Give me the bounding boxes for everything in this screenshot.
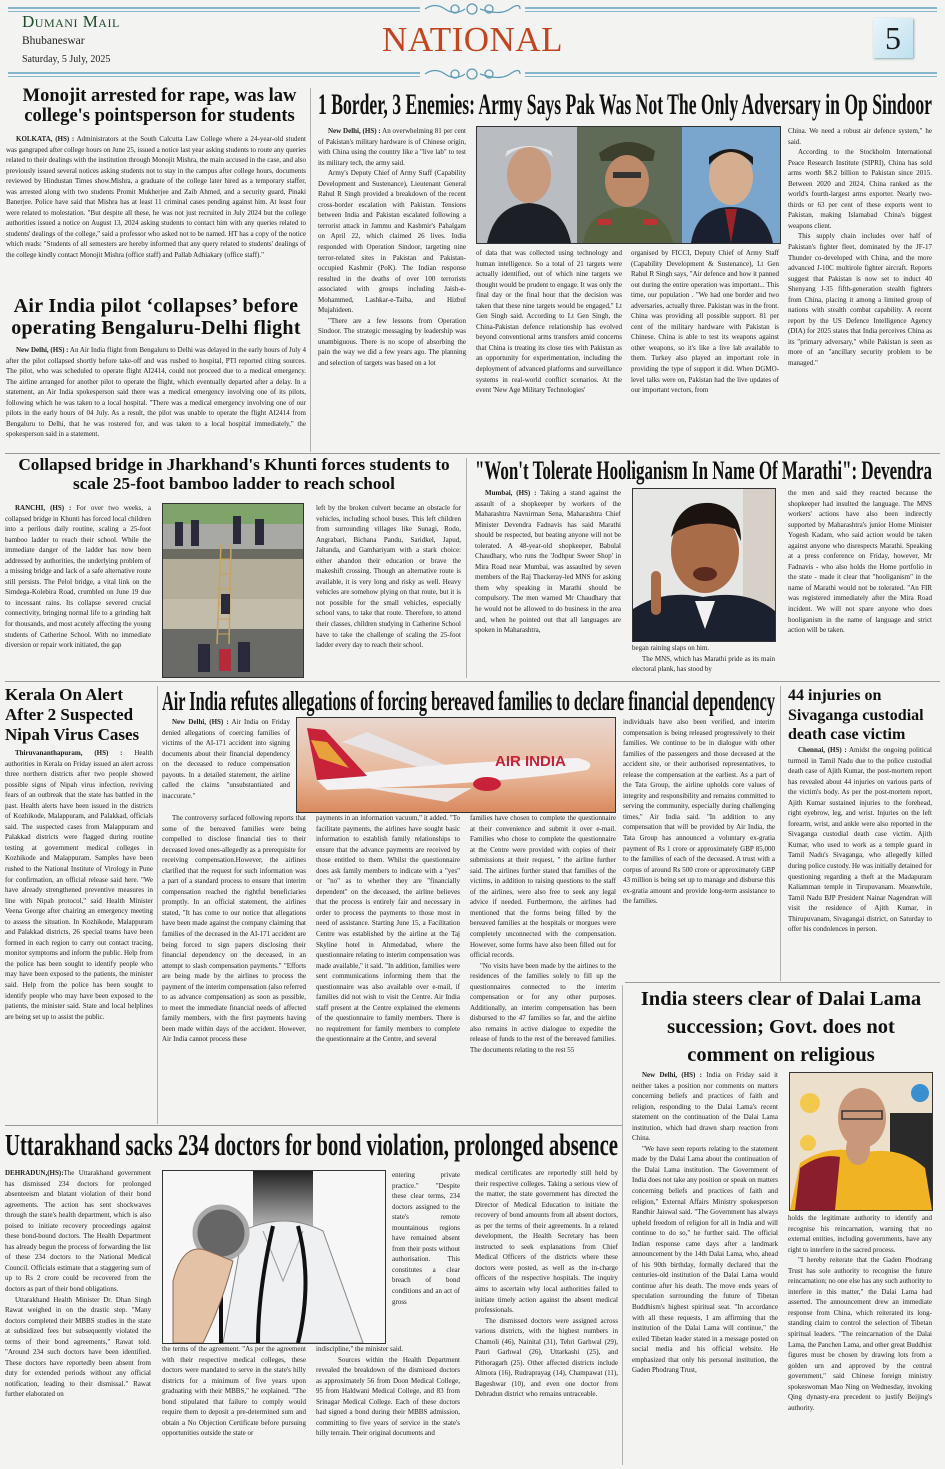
article-column-3 [316, 1344, 460, 1466]
article-column-4 [788, 126, 932, 450]
article-column-2 [316, 503, 461, 678]
headline[interactable]: "Won't Tolerate Hooliganism In Name Of Marathi": Devendra [475, 456, 932, 485]
paragraph: China. We need a robust air defence system," he said. [788, 127, 932, 146]
ornament-icon [420, 2, 525, 16]
article-column-1: New Delhi, (HS) : India on Friday said it neither takes a position nor comments on matters concerning beliefs and practices of faith and religion, responding to the Dalai Lama's recent statement on the continuation of the Dalai Lama institution, which had drawn sharp reaction from China. "We have seen reports relating to the statement made by the Dalai Lama about the continuation of the Dalai Lama institution. The Government of India does not take any position or speak on matters concerning beliefs and practices of faith and religion," External Affairs Ministry spokesperson Randhir Jaiswal said. "The Government has always upheld freedom of religion for all in India and will continue to do so," he further said. The official Indian response came days after a landmark announcement by the 14th Dalai Lama, who, ahead of his 90th birthday, formally declared that the centuries-old institution of the Dalai Lama would continue after his death. The move ends years of speculation surrounding the future of Tibetan Buddhism's highest spiritual seat. "In accordance with all these requests, I am affirming that the institution of the Dalai Lama will continue," the exiled Tibetan leader stated in a message posted on social media and his official website. He emphasized that only his personal institution, the Gaden Phodrang Trust, [632, 1071, 778, 1375]
article-column-3 [788, 488, 932, 678]
paragraph: indiscipline," the minister said. [316, 1345, 404, 1353]
article-side-column [392, 1170, 460, 1342]
column-divider [466, 458, 467, 678]
article-body: Thiruvananthapuram, (HS) : Health authorities in Kerala on Friday issued an alert across three northern districts after two people showed possible signs of Nipah virus infection, reviving fears of an outbreak that the state has battled in the past. Health alerts have been issued in the districts of Kozhikode, Malappuram, and Palakkad, officials said. The suspected cases from Malappuram and Palakkad districts were flagged during routine testing at government medical colleges in Kozhikode and Malappuram. Samples have been rushed to the National Institute of Virology in Pune for confirmation, an official release said here. "We have already strengthened preventive measures in line with Nipah protocol," said Health Minister Veena George after chairing an emergency meeting to assess the situation. In Kozhikode, Malappuram and Palakkad districts, 26 special teams have been formed in each region to carry out contact tracing, monitor symptoms and inform the public. Help from the police has been sought to identify people who may have been exposed to the patients, the minister said. Help from the police has been sought to identify people who may have been exposed to the patients, the minister said. State and local helplines are being set up to assist the public. [5, 749, 153, 1021]
dateline: Thiruvananthapuram, (HS) : [15, 749, 123, 757]
article-body: Chennai, (HS) : Amidst the ongoing political turmoil in Tamil Nadu due to the police custodial death case of Ajith Kumar, the post-mortem report has revealed about 44 injuries on various parts of the victim's body. As per the post-mortem report, Ajith Kumar sustained injuries to the forehead, right eyebrow, leg, and wrist. Injuries on the left forearm, wrist, and ankle were also reported in the Sivaganga custodial death case victim. Ajith Kumar, who used to work as a temple guard in Tamil Nadu's Sivaganga, who allegedly killed during police custody. He was initially detained for questioning regarding a theft at the Madapuram Kaliamman temple in Tirupuvanam. Meanwhile, Tamil Nadu BJP President Nainar Nagendran will visit the residence of Ajith Kumar, in Thirupuvanam, Sivagangai district, on Saturday to offer his condolences in person. [788, 746, 932, 934]
article-lead: New Delhi, (HS) : Air India on Friday denied allegations of coercing families of victims of the AI-171 accident into signing documents about their financial dependency on the deceased to reduce compensation payouts. In a detailed statement, the airline called the claims "unsubstantiated and inaccurate." [162, 718, 290, 800]
column-divider [622, 985, 623, 1465]
paragraph: "There are a few lessons from Operation Sindoor. The strategic messaging by leadership was unambiguous. There is no scope of absorbing the pain the way we did a few years ago. The planning and selection of targets was based on a lot [318, 316, 466, 368]
dateline: RANCHI, (HS) : [15, 504, 72, 512]
article-column-2 [316, 813, 460, 1125]
dateline: New Delhi, (HS) : [642, 1071, 702, 1079]
section-divider [5, 681, 940, 682]
article-column-4 [475, 1168, 618, 1466]
paragraph: families have chosen to complete the questionnaire at their convenience and submit it over e-mail. Families who chose to complete the questionnaire at the Centre were provided with copies of their submissions at their request, " the airline further said. The airlines further stated that families of the victims, in addition to raising questions to the staff of the airlines, were also free to seek any legal advice if needed. Furthermore, the airlines had mentioned that the forms being filled by the bereaved families at the hospitals or morgues were completely unconnected with the compensation. However, some forms have also been filled out for official records. [470, 814, 616, 960]
article-column-1: RANCHI, (HS) : For over two weeks, a collapsed bridge in Khunti has forced local children into a perilous daily routine, scaling a 25-foot bamboo ladder to reach their school. While the immediate danger of the ladder has now been addressed by authorities, the underlying problem of a missing bridge and lack of a safe alternative route still persists. The Pelol bridge, a vital link on the Simdega-Kolebira Road, crumbled on June 19 due to incessant rains. Its collapse severed crucial connectivity, bringing normal life to a grinding halt for thousands, and most acutely affecting the young students of Catherine School. With no immediate diversion or repair work initiated, the gap [5, 504, 151, 650]
paragraph: the terms of the agreement. "As per the agreement with their respective medical colleges, these doctors were mandated to serve in the state's hilly districts for a minimum of five years upon graduating with their MBBS," he explained. "The bond stipulated that failure to comply would require them to deposit a pre-determined sum and obtain a No Objection Certificate before pursuing opportunities outside the state or [162, 1345, 306, 1438]
column-divider [157, 686, 158, 1124]
paragraph: "We have seen reports relating to the statement made by the Dalai Lama about the continuation of the Dalai Lama institution. The Government of India does not take any position or speak on matters concerning beliefs and practices of faith and religion," External Affairs Ministry spokesperson Randhir Jaiswal said. "The Government has always upheld freedom of religion for all in India and will continue to do so," he further said. The official Indian response came days after a landmark announcement by the 14th Dalai Lama, who, ahead of his 90th birthday, formally declared that the centuries-old institution of the Dalai Lama would continue after his death. The move ends years of speculation surrounding the future of Tibetan Buddhism's highest spiritual seat. "In accordance with all these requests, I am affirming that the institution of the Dalai Lama will continue," the exiled Tibetan leader stated in a message posted on social media and his official website. He emphasized that only his personal institution, the Gaden Phodrang Trust, [632, 1144, 778, 1375]
paragraph: The dismissed doctors were assigned across various districts, with the highest numbers in Chamoli (46), Nainital (31), Tehri Garhwal (29), Pauri Garhwal (26), Uttarkashi (25), and Pithoragarh (25). Other affected districts include Almora (16), Rudraprayag (14), Champawat (11), Bageshwar (10), and even one doctor from Dehradun district who remains untraceable. [475, 1316, 618, 1399]
dateline: KOLKATA, (HS) : [16, 135, 75, 143]
dateline: Chennai, (HS) : [798, 746, 847, 754]
paragraph: This supply chain includes over half of Pakistan's fighter fleet, dominated by the JF-17 Thunder co-developed with China, and the more advanced J-10C multirole fighter aircraft. Reports suggest that Pakistan is now set to induct 40 Shenyang J-35 fifth-generation stealth fighters from China, placing it among a limited group of nations with stealth combat capability. A recent report by the US Defence Intelligence Agency (DIA) for 2025 states that India perceives China as its "primary adversary," while Pakistan is seen as more of an "ancillary security problem to be managed." [788, 232, 932, 368]
paragraph: The MNS, which has Marathi pride as its main electoral plank, has stood by [632, 654, 775, 674]
column-divider [780, 686, 781, 981]
headline[interactable]: Uttarakhand sacks 234 doctors for bond violation, prolonged absence [5, 1127, 618, 1162]
article-column-1: New Delhi, (HS) : An overwhelming 81 per cent of Pakistan's military hardware is of Chinese origin, with China using the country like a "live lab" to test its military tech, the army said. Army's Deputy Chief of Army Staff (Capability Development and Sustenance), Lieutenant General Rahul R Singh provided a breakdown of the recent cross-border escalation with Pakistan. Tensions between India and Pakistan escalated following a terrorist attack in Jammu and Kashmir's Pahalgam on April 22, which claimed 26 lives. India responded with Operation Sindoor, targeting nine terror-related sites in Pakistan and Pakistan-occupied Kashmir (PoK). The Indian response resulted in the deaths of over 100 terrorists associated with groups including Jaish-e-Mohammed, Lashkar-e-Taiba, and Hizbul Mujahideen. "There are a few lessons from Operation Sindoor. The strategic messaging by leadership was unambiguous. There is no scope of absorbing the pain the way we did a few years ago. The planning and selection of targets was based on a lot [318, 127, 466, 368]
section-divider [625, 982, 940, 983]
dateline: New Delhi, (HS) : [172, 718, 229, 726]
article-column-1: Mumbai, (HS) : Taking a stand against the assault of a shopkeeper by workers of the Maharashtra Navnirman Sena, Maharashtra Chief Minister Devendra Fadnavis has said Marathi should be respected, but beating anyone will not be tolerated. A 48-year-old shopkeeper, Babulal Chaudhary, who runs the 'Jodhpur Sweer Shop' in Mira Road near Mumbai, was assaulted by seven members of the Raj Thackeray-led MNS for asking them why speaking in Marathi should be compulsory. The men warned Mr Chaudhary that he would not be allowed to do business in the area and, when he pointed out that all languages are spoken in Maharashtra, [475, 489, 621, 635]
article-column-3 [631, 248, 779, 450]
article-column-2 [632, 643, 775, 678]
air-india-plane-photo [296, 717, 616, 813]
headline[interactable]: Air India pilot ‘collapses’ before operating Bengaluru-Delhi flight [11, 295, 301, 339]
article-body [6, 134, 306, 296]
paragraph: entering private practice." "Despite these clear terms, 234 doctors assigned to the state's remote mountainous regions have remained absent from their posts without authorisation. This constitutes a clear breach of bond conditions and an act of gross [392, 1171, 460, 1306]
article-column-2 [476, 248, 622, 450]
paragraph: Army's Deputy Chief of Army Staff (Capability Development and Sustenance), Lieutenant General Rahul R Singh provided a breakdown of the recent cross-border escalation with Pakistan. Tensions between India and Pakistan escalated following a terrorist attack in Jammu and Kashmir's Pahalgam on April 22, which claimed 26 lives. India responded with Operation Sindoor, targeting nine terror-related sites in Pakistan and Pakistan-occupied Kashmir (PoK). The Indian response resulted in the deaths of over 100 terrorists associated with groups including Jaish-e-Mohammed, Lashkar-e-Taiba, and Hizbul Mujahideen. [318, 169, 466, 315]
paragraph: Uttarakhand Health Minister Dr. Dhan Singh Rawat weighed in on the drastic step. "Many doctors completed their MBBS studies in the state at subsidized fees but subsequently violated the terms of their bond agreements," Rawat told. "Around 234 such doctors have been identified. These doctors have reportedly been absent from duty for extended periods without any official notification, leading to their dismissal." Rawat further elaborated on [5, 1295, 151, 1399]
body-text: An Air India flight from Bengaluru to Delhi was delayed in the early hours of July 4 after the pilot collapsed shortly before take-off and was rushed to hospital, PTI reported citing sources. The pilot, who was scheduled to operate flight AI2414, could not proceed due to a medical emergency. The airline arranged for another pilot to operate the flight, which eventually departed after a delay. In a statement, an Air India spokesperson said there was a medical emergency involving one of its pilots, following which he was taken to a local hospital. "There was a medical emergency involving one of our pilots in the early hours of 04 July. As a result, the pilot was unable to operate the flight AI2414 from Bengaluru to Delhi, that he was rostered for, and was taken to a local hospital immediately," the spokesperson said in a statement. [6, 346, 306, 439]
article-column-1 [162, 813, 306, 1125]
article-body [6, 345, 306, 453]
paper-name: Dumani Mail [22, 12, 120, 31]
paragraph: "No visits have been made by the airlines to the residences of the families solely to fill up the questionnaires connected to the interim compensation or for any other purposes. Additionally, an interim compensation has been disbursed to the 47 families so far, and the airline also remains in active dialogue to expedite the release of funds to the rest of the bereaved families. The documents relating to the rest 55 [470, 961, 616, 1055]
article-column-4 [623, 717, 775, 979]
edition-date: Saturday, 5 July, 2025 [22, 54, 111, 65]
section-title: NATIONAL [382, 20, 563, 59]
ornament-icon [420, 67, 525, 81]
headline[interactable]: Air India refutes allegations of forcing bereaved families to declare financial dependency [162, 686, 775, 716]
dateline: Mumbai, (HS) : [485, 489, 537, 497]
paragraph: began raining slaps on him. [632, 644, 710, 652]
edition-city: Bhubaneswar [22, 35, 85, 47]
paragraph: "I hereby reiterate that the Gaden Phodrang Trust has sole authority to recognise the future reincarnation; no one else has any such authority to interfere in this matter," the Dalai Lama had asserted. The announcement drew an immediate response from China, which reiterated its long-standing claim to control the selection of Tibetan spiritual leaders. "The reincarnation of the Dalai Lama, the Panchen Lama, and other great Buddhist figures must be chosen by drawing lots from a golden urn and approved by the central government," said Chinese foreign ministry spokeswoman Mao Ning on Wednesday, invoking Qing dynasty-era precedent to justify Beijing's authority. [788, 1256, 932, 1412]
paragraph: Sources within the Health Department revealed the breakdown of the dismissed doctors as approximately 56 from Doon Medical College, 95 from Haldwani Medical College, and 83 from Srinagar Medical College. Each of these doctors had signed a bond during their MBBS admission, committing to five years of service in the state's hilly terrain. Their original documents and [316, 1355, 460, 1438]
headline[interactable]: Collapsed bridge in Jharkhand's Khunti forces students to scale 25-foot bamboo ladder to reach school [18, 455, 450, 493]
paragraph: According to the Stockholm International Peace Research Institute (SIPRI), China has sold arms worth $8.2 billion to Pakistan since 2015. Between 2020 and 2024, China ranked as the world's fourth-largest arms exporter. Nearly two-thirds or 63 per cent of these exports went to Pakistan, making Islamabad China's biggest weapons client. [788, 148, 932, 230]
dateline: DEHRADUN,(HS): [5, 1169, 64, 1177]
paragraph: of data that was collected using technology and human intelligence. So a total of 21 targets were actually identified, out of which nine targets we thought would be prudent to engage. It was only the final day or the final hour that the decision was taken that these nine targets would be engaged," Lt Gen Singh said. According to Lt Gen Singh, the China-Pakistan defence relationship has evolved beyond conventional arms transfers amid concerns that China is treating its close ties with Pakistan as an opportunity for experimentation, including the deployment of advanced platforms and surveillance systems in real-world conflict scenarios. At the event 'New Age Military Technologies' [476, 249, 622, 395]
article-column-1: DEHRADUN,(HS):The Uttarakhand government has dismissed 234 doctors for prolonged absenteeism and blatant violation of their bond agreements. The action has sent shockwaves through the state's health department, which is also poised to initiate recovery proceedings against these bond-bound doctors. The Health Department has already begun the process of forwarding the list of these 234 doctors to the National Medical Council. Officials estimate that a staggering sum of up to Rs 2 crore could be recovered from the doctors as part of their bond obligations. Uttarakhand Health Minister Dr. Dhan Singh Rawat weighed in on the drastic step. "Many doctors completed their MBBS studies in the state at subsidized fees but subsequently violated the terms of their bond agreements," Rawat told. "Around 234 such doctors have been identified. These doctors have reportedly been absent from duty for extended periods without any official notification, leading to their dismissal." Rawat further elaborated on [5, 1169, 151, 1399]
paragraph: organised by FICCI, Deputy Chief of Army Staff (Capability Development & Sustenance), Lt Gen Rahul R Singh says, "Air defence and how it panned out during the entire operation was important... This time, our population . "We had one border and two adversaries, actually three. Pakistan was in the front. China was providing all possible support. 81 per cent of the military hardware with Pakistan is Chinese. China is able to test its weapons against other weapons, so it's like a live lab available to them. Turkey also played an important role in providing the type of support it did. When DGMO-level talks were on, Pakistan had the live updates of our important vectors, from [631, 249, 779, 395]
article-column-3 [470, 813, 616, 1125]
paragraph: holds the legitimate authority to identify and recognise his reincarnation, warning that no external entities, including governments, have any right to interfere in the sacred process. [788, 1214, 932, 1254]
paragraph: left by the broken culvert became an obstacle for vehicles, including school buses. This left children from surrounding villages like Sunagi, Rodo, Angrabari, Bichana Pandu, Saridkel, Japud, Jaltanda, and Gamhariyam with a stark choice: either abandon their education or brave the makeshift crossing. Though an alternative route is available, it is very long and risky as well. Heavy vehicles are somehow plying on that route, but it is not possible for the small vehicles, especially school vans, to take that route. Therefore, to attend their classes, children studying in Catherine School have to take the challenge of scaling the 25-foot ladder every day to reach their school. [316, 504, 461, 650]
doctor-stethoscope-illustration [162, 1170, 386, 1344]
paragraph: the men and said they reacted because the shopkeeper had insulted the language. The MNS workers' actions have also been indirectly supported by Maharashtra's junior Home Minister Yogesh Kadam, who said action would be taken against anyone who disrespects Marathi. Speaking at a press conference on Friday, however, Mr Fadnavis - who also holds the Home portfolio in the state - made it clear that "hooliganism" in the name of Marathi would not be tolerated. "An FIR was registered immediately after the Mira Road incident. We will not spare anyone who does hooliganism in the name of language and strict action will be taken. [788, 489, 932, 635]
headline[interactable]: 44 injuries on Sivaganga custodial death case victim [788, 687, 924, 743]
section-divider [5, 1125, 622, 1126]
dalai-lama-photo [789, 1072, 933, 1211]
dateline: New Delhi, (HS) : [328, 127, 381, 135]
plane-livery-text: AIR INDIA [495, 753, 566, 770]
article-column-2 [788, 1213, 932, 1466]
paragraph: The controversy surfaced following reports that some of the bereaved families were being compelled to disclose financial ties to their deceased loved ones-allegedly as a prerequisite for receiving compensation.However, the airlines clarified that the request for such information was a part of a standard process to ensure that interim compensation reached the rightful beneficiaries promptly. In an official statement, the airlines stated, "It has come to our notice that allegations have been made against the company claiming that families of the deceased in the AI-171 accident are being forced to sign papers disclosing their financial dependency on the deceased, in an attempt to slash compensation payments." "Efforts are being made by the airlines to process the payment of the interim compensation (also referred to as advance compensation) as soon as possible, to meet the immediate financial needs of affected family members, with the first payments having been made within days of the accident. However, Air India cannot process these [162, 814, 306, 1044]
paragraph: individuals have also been verified, and interim compensation is being released progressively to their families. We continue to be in dialogue with other families of the passengers and those deceased at the accident site, or their authorised representatives, to release the compensation at the earliest. As a part of the Tata Group, the airline upholds core values of integrity and responsibility and remains committed to serving the community, especially during challenging times," Air India said. "In addition to any compensation that will be provided by Air India, the Tata Group has announced a voluntary ex-gratia payment of Rs 1 crore or approximately GBP 85,000 to the families of each of the deceased. A trust with a corpus of around Rs 500 crore or approximately GBP 43 million is being set up to manage and disburse this ex-gratia amount and provide long-term assistance to the families. [623, 718, 775, 906]
headline[interactable]: Kerala On Alert After 2 Suspected Nipah Virus Cases [5, 685, 140, 744]
bridge-ladder-photo [162, 503, 304, 678]
article-column-2 [162, 1344, 306, 1466]
headline[interactable]: Monojit arrested for rape, was law college's pointsperson for students [22, 86, 297, 126]
dateline: New Delhi, (HS) : [16, 346, 69, 354]
headline[interactable]: India steers clear of Dalai Lama succession; Govt. does not comment on religious [640, 988, 922, 1066]
page-number: 5 [873, 18, 913, 58]
headline[interactable]: 1 Border, 3 Enemies: Army Says Pak Was Not The Only Adversary in Op Sindoor [318, 88, 932, 121]
paragraph: medical certificates are reportedly still held by their respective colleges. Taking a serious view of the matter, the state government has directed the Director of Medical Education to initiate the recovery of bond amounts from all absent doctors, as per the terms of their agreements. In a related development, the Health Secretary has been instructed to seek explanations from Chief Medical Officers of the districts where these doctors were posted, as well as the in-charge officers of the respective hospitals. The inquiry aims to ascertain why local authorities failed to initiate timely action against the absent medical professionals. [475, 1169, 618, 1315]
fadnavis-photo [632, 488, 776, 642]
body-text: Administrators at the South Calcutta Law College where a 24-year-old student was gangraped after college hours on June 25, issued a notice last year asking students to route any queries related to their dealings with the institution through Monojit Mishra, the main accused in the case, and also previously issued several notices asking students not to stay in the campus after college hours, documents reviewed by Hindustan Times show.Mishra, a graduate of the college later hired as a temporary staffer, was arrested along with two students Promit Mukherjee and Zaib Ahmed, and a security guard, Pinaki Banerjee. Police have said that Mishra has at least 11 criminal cases pending against him. At least four were related to molestation. "But despite all these, he was not just recruited in July 2024 but the college authorities issued a notice on August 13, 2024 asking students to contact him with any queries related to students' dealings of the college," said a professor who asked not to be named. HT has a copy of the notice which reads: "Students of all semesters are hereby informed that any query related to students' dealings of the college kindly contact Monojit Mishra (office staff) and Pallab Adhiakary (office staff)." [6, 135, 306, 260]
section-divider [5, 453, 940, 454]
column-divider [310, 88, 311, 452]
paragraph: payments in an information vacuum," it added. "To facilitate payments, the airlines have sought basic information to establish family relationships to ensure that the advance payments are received by those entitled to them. Whilst the questionnaire does ask family members to indicate with a "yes" or "no" as to whether they are "financially dependent" on the deceased, the airline believes that the process is entirely fair and necessary in order to process the payments to those most in need of assistance. Starting June 15, a Facilitation Centre was established by the airline at the Taj Skyline hotel in Ahmedabad, where the questionnaire relating to interim compensation was made available," it said. "In addition, families were sent communications informing them that the questionnaire was also available over e-mail, if families did not wish to visit the Centre. Air India staff present at the Centre explained the elements of the questionnaire to family members. There is no requirement for family members to complete the questionnaire at the Centre, and several [316, 814, 460, 1044]
leaders-photo [476, 126, 781, 244]
